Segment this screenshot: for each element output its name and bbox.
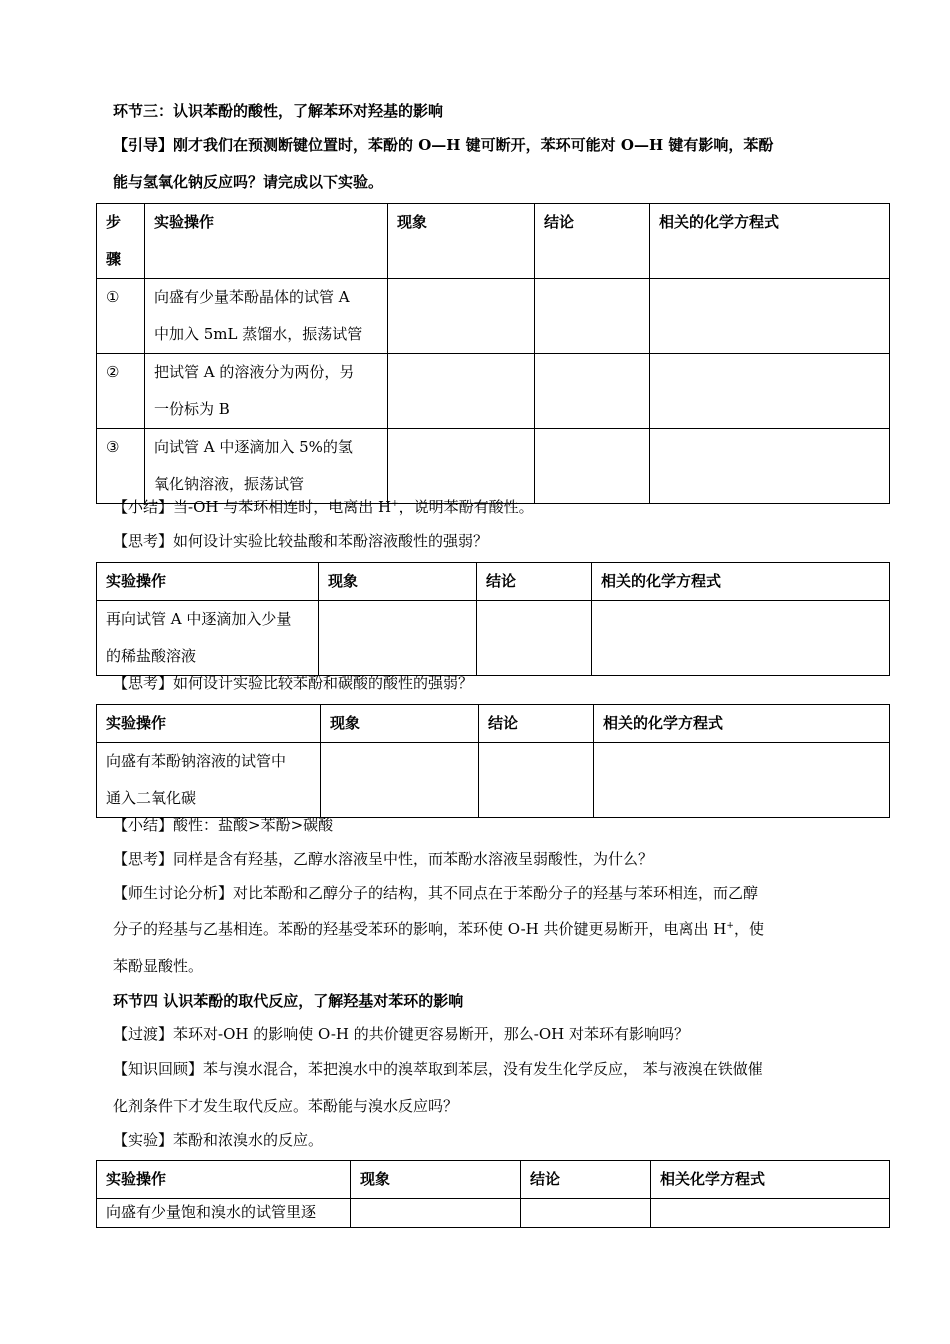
experiment-table-3 <box>96 704 890 818</box>
experiment-label: 【实验】苯酚和浓溴水的反应。 <box>113 1131 324 1149</box>
table2-phenomenon[interactable] <box>319 601 477 676</box>
table1-header-operation: 实验操作 <box>145 204 388 279</box>
experiment-table-4 <box>96 1160 890 1228</box>
table1-phenomenon-3[interactable] <box>388 429 535 504</box>
table4-header-operation: 实验操作 <box>97 1161 351 1199</box>
experiment-table-1 <box>96 203 890 504</box>
discussion-line1: 【师生讨论分析】对比苯酚和乙醇分子的结构，其不同点在于苯酚分子的羟基与苯环相连，而乙醇 <box>113 884 759 902</box>
table3-conclusion[interactable] <box>479 743 594 818</box>
table1-header-equation: 相关的化学方程式 <box>650 204 890 279</box>
table1-equation-1[interactable] <box>650 279 890 354</box>
table1-step-2: ② <box>97 354 145 429</box>
think-3: 【思考】同样是含有羟基，乙醇水溶液呈中性，而苯酚水溶液呈弱酸性，为什么？ <box>113 850 654 868</box>
table2-conclusion[interactable] <box>477 601 592 676</box>
table2-op: 再向试管 A 中逐滴加入少量 的稀盐酸溶液 <box>97 601 319 676</box>
table4-op: 向盛有少量饱和溴水的试管里逐 <box>97 1199 351 1228</box>
table1-equation-2[interactable] <box>650 354 890 429</box>
table1-header-phenomenon: 现象 <box>388 204 535 279</box>
table2-header-operation: 实验操作 <box>97 563 319 601</box>
table2-header-conclusion: 结论 <box>477 563 592 601</box>
table1-equation-3[interactable] <box>650 429 890 504</box>
table1-conclusion-1[interactable] <box>535 279 650 354</box>
table-row <box>97 279 890 354</box>
table-row <box>97 429 890 504</box>
transition: 【过渡】苯环对-OH 的影响使 O-H 的共价键更容易断开，那么-OH 对苯环有影响吗？ <box>113 1025 689 1043</box>
table1-conclusion-3[interactable] <box>535 429 650 504</box>
table1-phenomenon-2[interactable] <box>388 354 535 429</box>
summary-1: 【小结】当-OH 与苯环相连时，电离出 H+，说明苯酚有酸性。 <box>113 498 534 516</box>
think-1: 【思考】如何设计实验比较盐酸和苯酚溶液酸性的强弱？ <box>113 532 489 550</box>
table4-phenomenon[interactable] <box>351 1199 521 1228</box>
table1-phenomenon-1[interactable] <box>388 279 535 354</box>
table-row <box>97 1199 890 1228</box>
table3-equation[interactable] <box>594 743 890 818</box>
table1-header-row <box>97 204 890 279</box>
table3-phenomenon[interactable] <box>321 743 479 818</box>
table1-step-3: ③ <box>97 429 145 504</box>
table3-header-phenomenon: 现象 <box>321 705 479 743</box>
discussion-line2: 分子的羟基与乙基相连。苯酚的羟基受苯环的影响，苯环使 O-H 共价键更易断开，电离出 H+，使 <box>113 920 764 938</box>
guide-line2: 能与氢氧化钠反应吗？请完成以下实验。 <box>113 173 384 191</box>
guide-line1 <box>113 135 773 155</box>
table2-header-phenomenon: 现象 <box>319 563 477 601</box>
table1-step-1: ① <box>97 279 145 354</box>
table-row <box>97 743 890 818</box>
section4-title: 环节四 认识苯酚的取代反应，了解羟基对苯环的影响 <box>113 992 464 1010</box>
table1-op-1: 向盛有少量苯酚晶体的试管 A 中加入 5mL 蒸馏水，振荡试管 <box>145 279 388 354</box>
table1-header-conclusion: 结论 <box>535 204 650 279</box>
table-row <box>97 354 890 429</box>
table2-header-equation: 相关的化学方程式 <box>592 563 890 601</box>
discussion-line3: 苯酚显酸性。 <box>113 957 204 975</box>
table3-header-conclusion: 结论 <box>479 705 594 743</box>
table1-header-step: 步 骤 <box>97 204 145 279</box>
table4-header-equation: 相关化学方程式 <box>651 1161 890 1199</box>
table4-equation[interactable] <box>651 1199 890 1228</box>
table1-conclusion-2[interactable] <box>535 354 650 429</box>
table3-header-equation: 相关的化学方程式 <box>594 705 890 743</box>
table3-header-operation: 实验操作 <box>97 705 321 743</box>
table2-equation[interactable] <box>592 601 890 676</box>
table1-op-2: 把试管 A 的溶液分为两份，另 一份标为 B <box>145 354 388 429</box>
table4-conclusion[interactable] <box>521 1199 651 1228</box>
table-row <box>97 601 890 676</box>
experiment-table-2 <box>96 562 890 676</box>
guide-text-1: 【引导】刚才我们在预测断键位置时，苯酚的 O—H 键可断开，苯环可能对 O—H 键有影响，苯酚 <box>113 136 774 154</box>
table2-header-row <box>97 563 890 601</box>
review-line2: 化剂条件下才发生取代反应。苯酚能与溴水反应吗？ <box>113 1097 459 1115</box>
table4-header-conclusion: 结论 <box>521 1161 651 1199</box>
table4-header-row <box>97 1161 890 1199</box>
table3-header-row <box>97 705 890 743</box>
section3-title: 环节三：认识苯酚的酸性，了解苯环对羟基的影响 <box>113 102 444 120</box>
table1-op-3: 向试管 A 中逐滴加入 5%的氢 氧化钠溶液，振荡试管 <box>145 429 388 504</box>
summary-2: 【小结】酸性：盐酸>苯酚>碳酸 <box>113 816 334 834</box>
table4-header-phenomenon: 现象 <box>351 1161 521 1199</box>
review-line1: 【知识回顾】苯与溴水混合，苯把溴水中的溴萃取到苯层，没有发生化学反应， 苯与液溴在铁做催 <box>113 1060 763 1078</box>
think-2: 【思考】如何设计实验比较苯酚和碳酸的酸性的强弱？ <box>113 674 474 692</box>
table3-op: 向盛有苯酚钠溶液的试管中 通入二氧化碳 <box>97 743 321 818</box>
